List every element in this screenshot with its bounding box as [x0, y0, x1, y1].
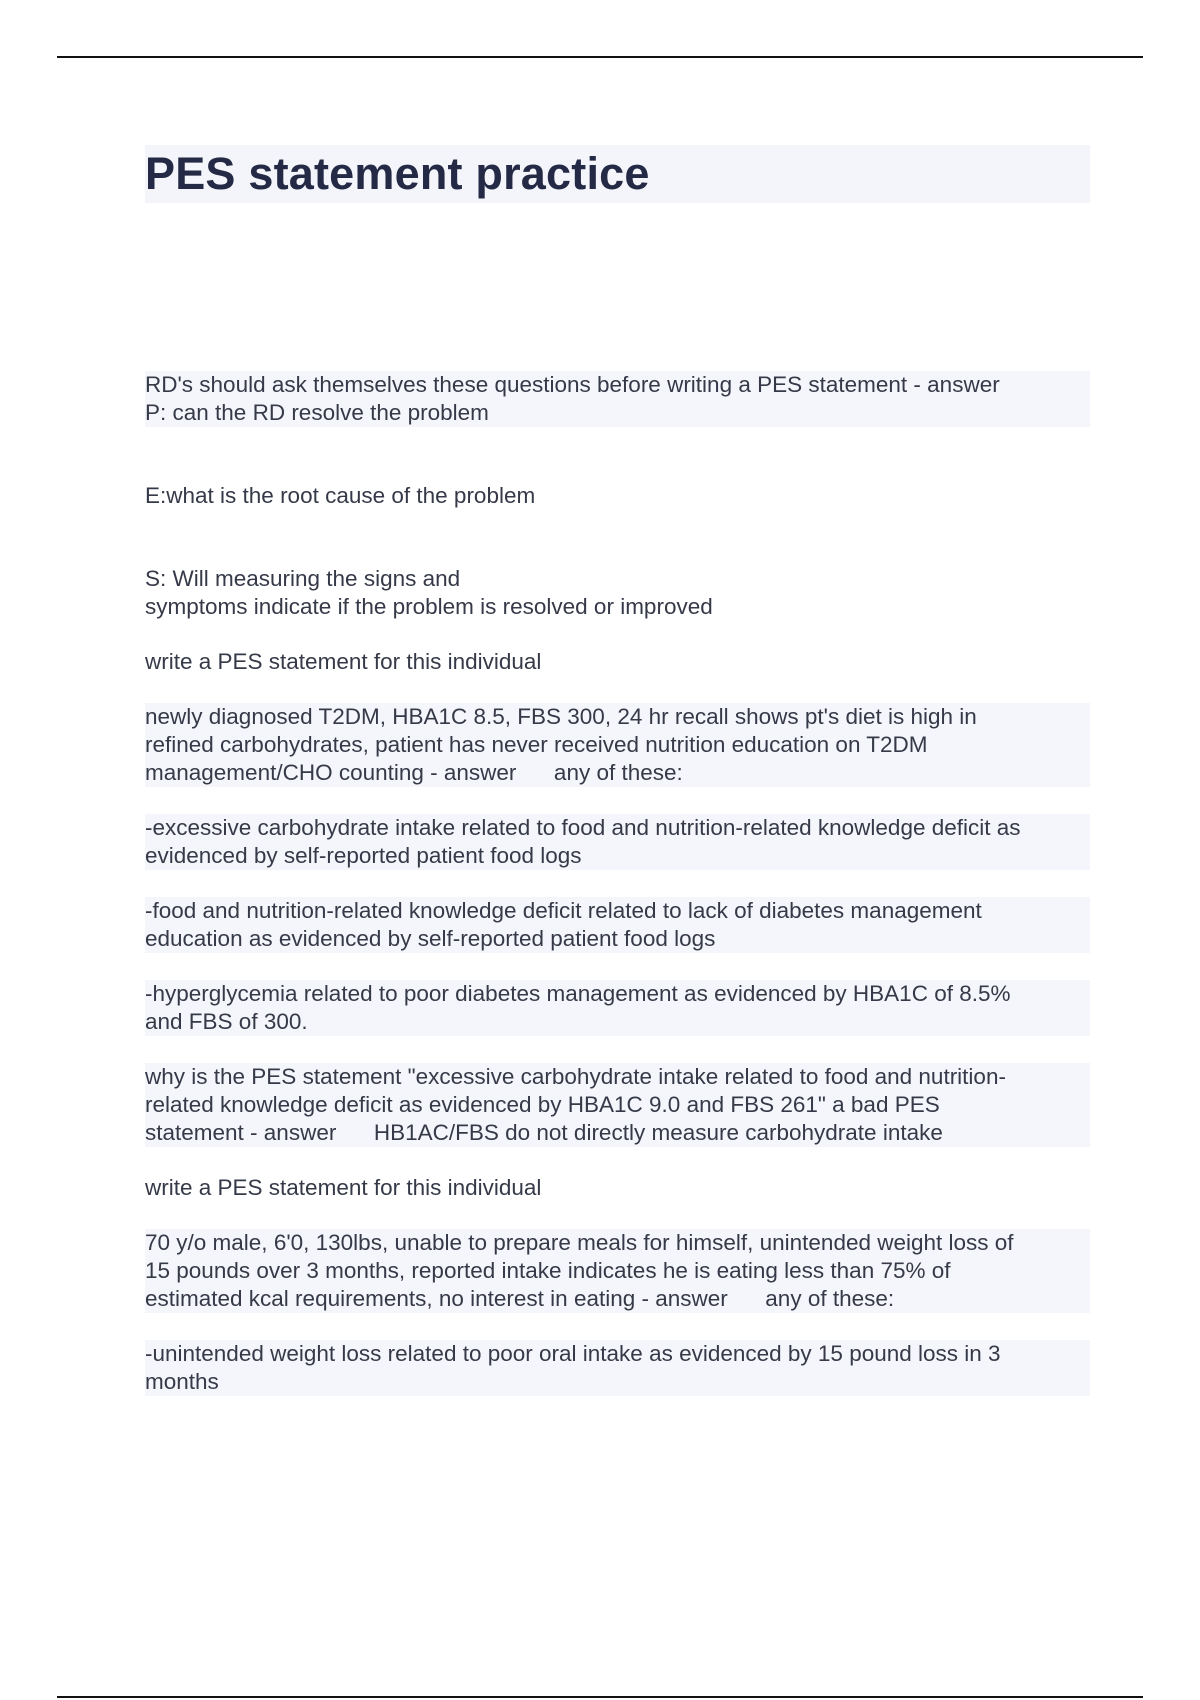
paragraph-signs-question: S: Will measuring the signs and symptoms indicate if the problem is resolved or improved [145, 566, 713, 619]
document-body [145, 371, 1090, 1396]
top-divider [57, 56, 1143, 58]
paragraph-prompt-1: write a PES statement for this individual [145, 649, 542, 674]
document-title: PES statement practice [145, 148, 650, 199]
paragraph-case-1: newly diagnosed T2DM, HBA1C 8.5, FBS 300, 24 hr recall shows pt's diet is high in refined carbohydrates, patient has never received nutrition education on T2DM management/CHO counting - answer any of these: [145, 703, 1090, 787]
paragraph-etiology-question: E:what is the root cause of the problem [145, 483, 536, 508]
paragraph-answer-1c: -hyperglycemia related to poor diabetes management as evidenced by HBA1C of 8.5% and FBS of 300. [145, 980, 1090, 1036]
paragraph-answer-1a: -excessive carbohydrate intake related to food and nutrition-related knowledge deficit as evidenced by self-reported patient food logs [145, 814, 1090, 870]
paragraph-case-2: 70 y/o male, 6'0, 130lbs, unable to prepare meals for himself, unintended weight loss of 15 pounds over 3 months, reported intake indicates he is eating less than 75% of estimated kcal requirements, no interest in eating - answer any of these: [145, 1229, 1090, 1313]
paragraph-answer-1b: -food and nutrition-related knowledge deficit related to lack of diabetes management education as evidenced by self-reported patient food logs [145, 897, 1090, 953]
paragraph-questions-intro: RD's should ask themselves these questions before writing a PES statement - answer P: can the RD resolve the problem [145, 371, 1090, 427]
title-block [145, 145, 1090, 203]
paragraph-prompt-2: write a PES statement for this individual [145, 1175, 542, 1200]
paragraph-answer-2a: -unintended weight loss related to poor oral intake as evidenced by 15 pound loss in 3 months [145, 1340, 1090, 1396]
bottom-divider [57, 1696, 1143, 1698]
paragraph-bad-pes-question: why is the PES statement "excessive carbohydrate intake related to food and nutrition- related knowledge deficit as evidenced by HBA1C 9.0 and FBS 261" a bad PES statement - answer HB1AC/FBS do not directly measure carbohydrate intake [145, 1063, 1090, 1147]
document-page [145, 145, 1090, 1396]
